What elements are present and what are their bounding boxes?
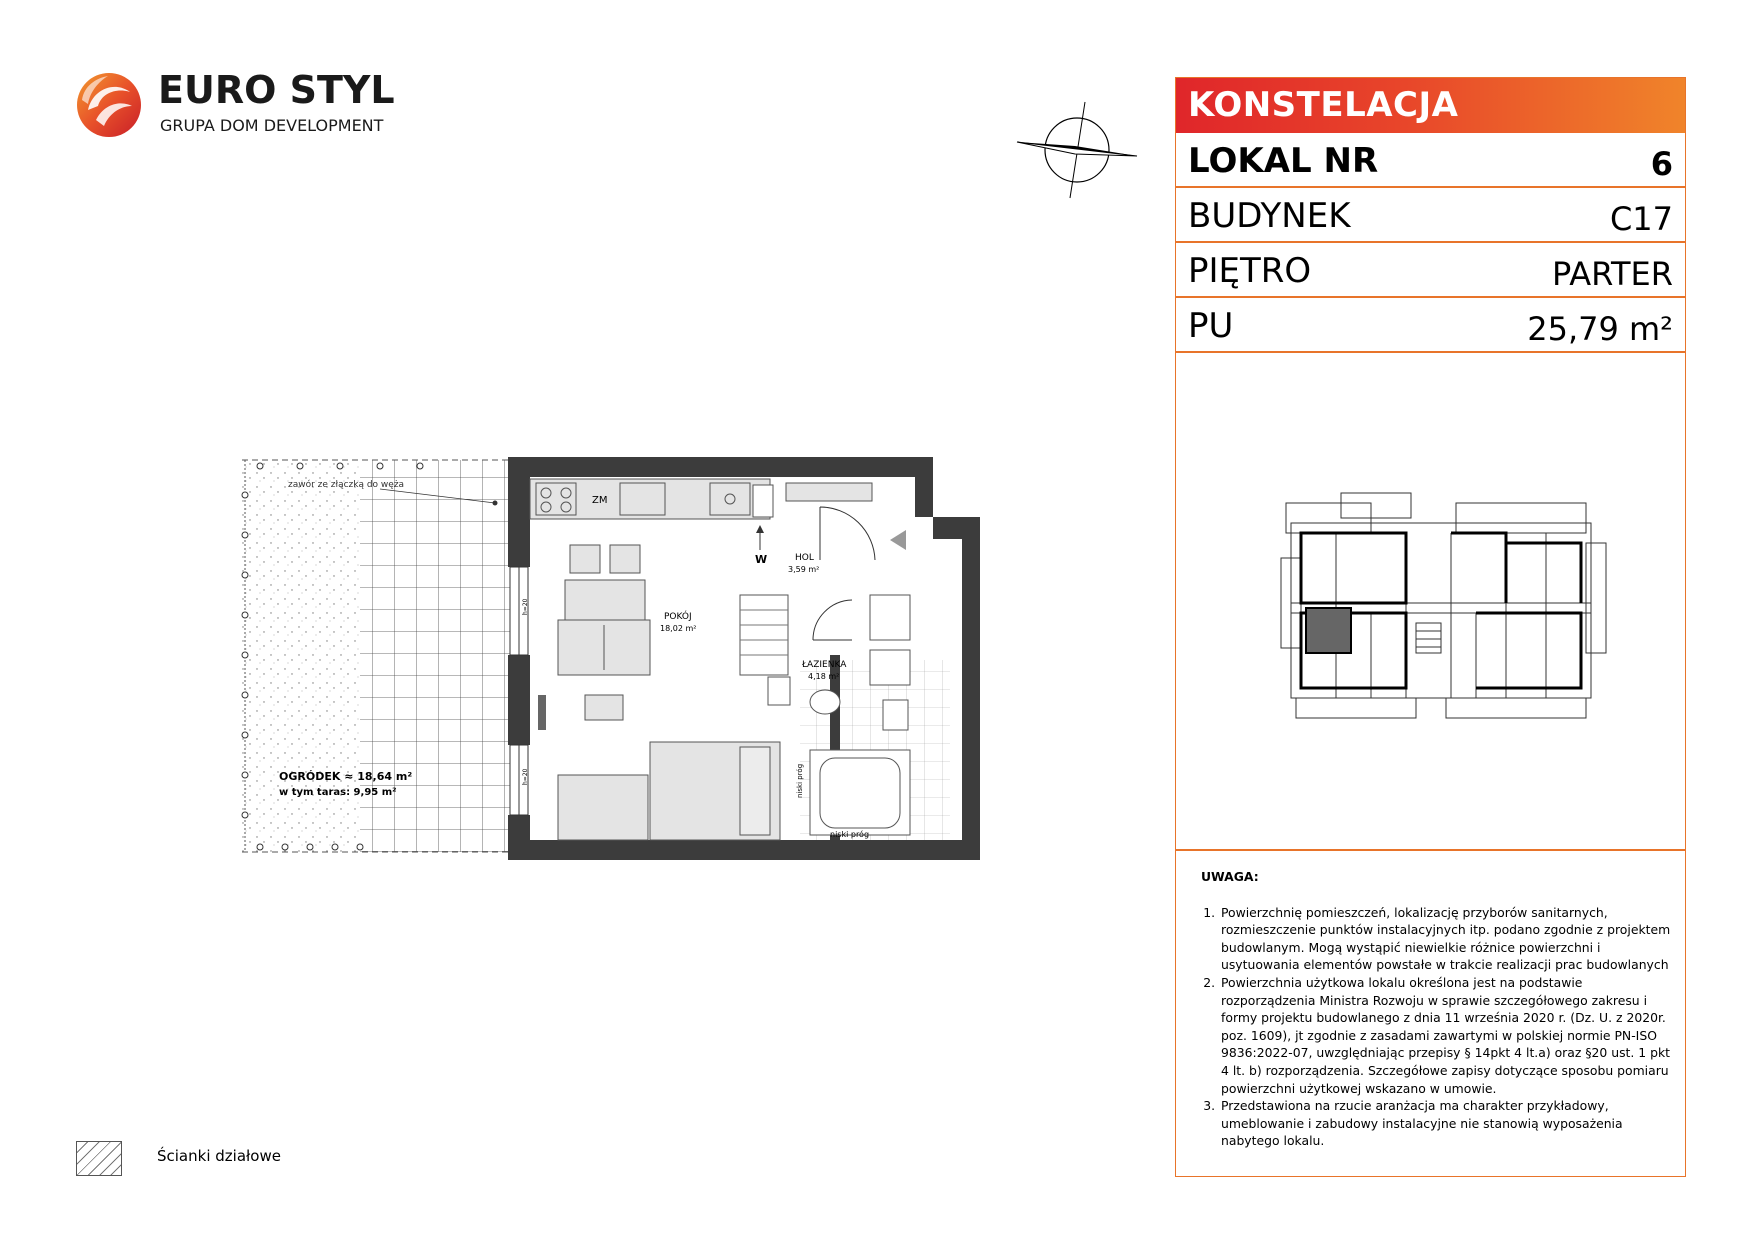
row-usable-area (1176, 298, 1685, 353)
pokoj-name: POKÓJ (664, 612, 692, 622)
brand-name: EURO STYL (158, 68, 395, 112)
valve-label: zawór ze złączką do węża (288, 480, 405, 490)
washing-machine-label: ZM (592, 495, 608, 506)
pokoj-area: 18,02 m² (660, 624, 697, 633)
usable-area-label: PU (1188, 306, 1234, 346)
project-name: KONSTELACJA (1188, 85, 1459, 125)
floor-label: PIĘTRO (1188, 251, 1312, 291)
row-building (1176, 188, 1685, 243)
window-height-label: h=20 (522, 598, 529, 615)
project-header (1176, 78, 1685, 133)
note-item: 1. Powierzchnię pomieszczeń, lokalizację przyborów sanitarnych, rozmieszczenie punktów instalacyjnych itp. podano zgodnie z projektem budowlanym. Mogą wystąpić niewielkie różnice powierzchni i usytuowania elementów powstałe w trakcie realizacji prac budowlanych (1219, 904, 1671, 974)
unit-number-value: 6 (1650, 145, 1673, 183)
building-value: C17 (1609, 200, 1673, 238)
notes-list (1201, 904, 1671, 1150)
note-item: 3. Przedstawiona na rzucie aranżacja ma charakter przykładowy, umeblowanie i zabudowy instalacyjne nie stanowią wyposażenia nabytego lokalu. (1219, 1097, 1671, 1150)
terrace-area: w tym taras: 9,95 m² (279, 787, 397, 798)
hol-area: 3,59 m² (788, 565, 820, 574)
brand-subtitle: GRUPA DOM DEVELOPMENT (160, 116, 384, 135)
kitchen-counter (530, 479, 770, 519)
hol-name: HOL (795, 553, 814, 563)
bath-threshold-label: niski próg (830, 830, 870, 839)
lazienka-area: 4,18 m² (808, 672, 840, 681)
window-height-label-2: h=20 (522, 768, 529, 785)
notes (1201, 868, 1671, 1150)
partition-wall-swatch (76, 1141, 122, 1176)
notes-title: UWAGA: (1201, 869, 1259, 884)
legend-label: Ścianki działowe (157, 1147, 281, 1165)
unit-highlight (1306, 608, 1351, 653)
lazienka-name: ŁAZIENKA (802, 660, 847, 670)
eurostyl-logo-icon (74, 70, 144, 140)
floor-plan (240, 455, 1000, 860)
garden-area: OGRÓDEK ≈ 18,64 m² (279, 770, 413, 783)
building-key-plan (1176, 353, 1685, 851)
bath-threshold-label-2: niski próg (796, 763, 804, 798)
row-unit-number (1176, 133, 1685, 188)
water-meter-label: W (755, 553, 768, 566)
building-label: BUDYNEK (1188, 196, 1351, 236)
note-item: 2. Powierzchnia użytkowa lokalu określona jest na podstawie rozporządzenia Ministra Rozwoju w sprawie szczegółowego zakresu i formy projektu budowlanego z dnia 11 września 2020 r. (Dz. U. z 2020r. poz. 1609), jt zgodnie z zasadami zawartymi w polskiej normie PN-ISO 9836:2022-07, uwzględniając przepisy § 14pkt 4 lt.a) oraz §20 ust. 1 pkt 4 lt. b) rozporządzenia. Szczegółowe zapisy dotyczące sposobu pomiaru powierzchni użytkowej wskazano w umowie. (1219, 974, 1671, 1097)
unit-number-label: LOKAL NR (1188, 141, 1379, 181)
north-arrow-icon (1015, 100, 1140, 200)
unit-info-panel (1175, 77, 1686, 1177)
floor-value: PARTER (1551, 255, 1673, 293)
key-plan-drawing (1176, 353, 1685, 851)
row-floor (1176, 243, 1685, 298)
eurostyl-logo (74, 66, 394, 146)
usable-area-value: 25,79 m² (1527, 310, 1673, 348)
